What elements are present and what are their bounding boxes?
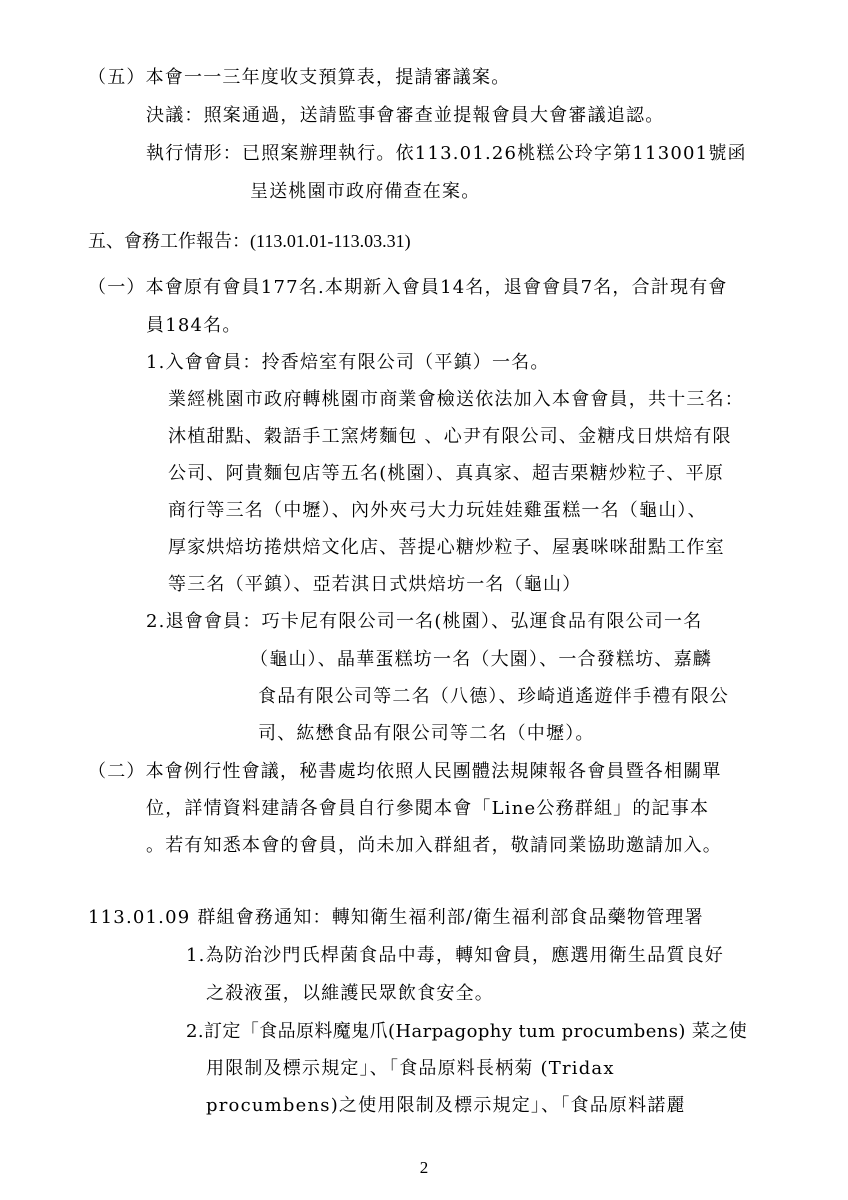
text-line: （龜山）、晶華蛋糕坊一名（大園）、一合發糕坊、嘉麟 xyxy=(250,649,712,670)
text-line: 等三名（平鎮）、亞若淇日式烘焙坊一名（龜山） xyxy=(168,574,582,595)
text-line: 用限制及標示規定」、「食品原料長柄菊 (Tridax xyxy=(206,1058,615,1079)
text-line: 113.01.09 群組會務通知：轉知衛生福利部/衛生福利部食品藥物管理署 xyxy=(88,907,704,928)
text-line: 公司、阿貴麵包店等五名(桃園）、真真家、超吉栗糖炒粒子、平原 xyxy=(168,463,725,484)
text-line: 2.訂定「食品原料魔鬼爪(Harpagophy tum procumbens) 菜之使 xyxy=(186,1021,748,1042)
text-line: procumbens)之使用限制及標示規定」、「食品原料諾麗 xyxy=(206,1095,686,1116)
text-line: 厚家烘焙坊捲烘焙文化店、菩提心糖炒粒子、屋裏咪咪甜點工作室 xyxy=(168,537,725,558)
text-line: （二）本會例行性會議，秘書處均依照人民團體法規陳報各會員暨各相關單 xyxy=(88,761,722,782)
text-line: 商行等三名（中壢）、內外夾弓大力玩娃娃雞蛋糕一名（龜山）、 xyxy=(168,500,707,521)
text-line: 員184名。 xyxy=(146,315,242,336)
text-line: 。若有知悉本會的會員，尚未加入群組者，敬請同業協助邀請加入。 xyxy=(146,835,722,856)
text-line: 位，詳情資料建請各會員自行參閱本會「Line公務群組」的記事本 xyxy=(146,798,710,819)
section-heading: 五、會務工作報告：(113.01.01-113.03.31) xyxy=(88,231,411,251)
text-line: 食品有限公司等二名（八德）、珍崎逍遙遊伴手禮有限公 xyxy=(258,686,729,707)
text-line: 決議：照案通過，送請監事會審查並提報會員大會審議追認。 xyxy=(146,105,665,126)
text-line: 2.退會會員：巧卡尼有限公司一名(桃園）、弘運食品有限公司一名 xyxy=(146,611,703,632)
text-line: 呈送桃園市政府備查在案。 xyxy=(250,181,481,202)
text-line: 執行情形：已照案辦理執行。依113.01.26桃糕公玲字第113001號函 xyxy=(146,143,747,164)
text-line: 司、紘懋食品有限公司等二名（中壢）。 xyxy=(258,723,595,744)
text-line: 之殺液蛋，以維護民眾飲食安全。 xyxy=(206,983,494,1004)
text-line: （五）本會一一三年度收支預算表，提請審議案。 xyxy=(88,67,511,88)
text-line: 沐植甜點、穀語手工窯烤麵包 、心尹有限公司、金糖戌日烘焙有限 xyxy=(168,426,732,447)
text-line: 業經桃園市政府轉桃園市商業會檢送依法加入本會會員，共十三名： xyxy=(168,389,744,410)
page-number: 2 xyxy=(419,1158,429,1177)
text-line: 1.為防治沙門氏桿菌食品中毒，轉知會員，應選用衛生品質良好 xyxy=(186,945,724,966)
text-line: 1.入會會員：拎香焙室有限公司（平鎮）一名。 xyxy=(146,352,550,373)
text-line: （一）本會原有會員177名.本期新入會員14名，退會會員7名，合計現有會 xyxy=(88,277,728,298)
